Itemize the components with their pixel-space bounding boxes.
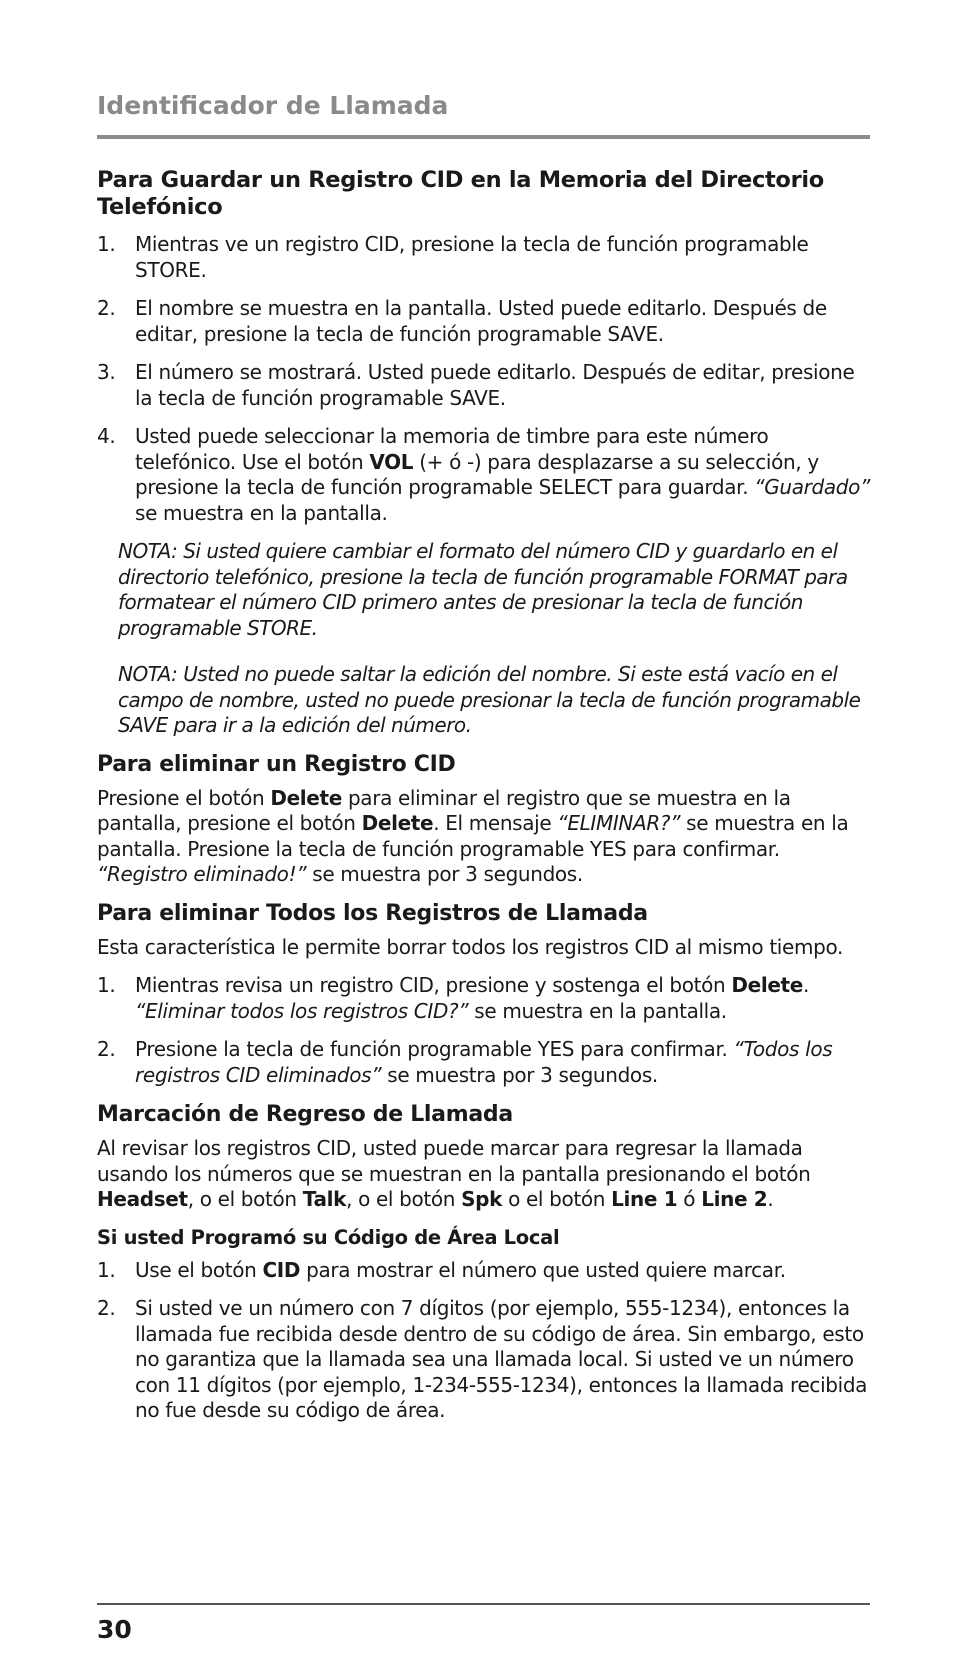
step-text: Usted puede seleccionar la memoria de timbre para este número telefónico. Use el botón VOL (+ ó -) para desplazarse a su selección, y presione la tecla de función programable SELECT para guardar. “Guardado” se muestra en la pantalla.	[135, 424, 870, 525]
step-text: Si usted ve un número con 7 dígitos (por ejemplo, 555-1234), entonces la llamada fue recibida desde dentro de su código de área. Sin embargo, esto no garantiza que la llamada sea una llamada local. Si usted ve un número con 11 dígitos (por ejemplo, 1-234-555-1234), entonces la llamada recibida no fue desde su código de área.	[135, 1296, 868, 1422]
delete-all-steps-list	[97, 973, 872, 1088]
step-number: 3.	[97, 360, 116, 384]
step-text: Presione la tecla de función programable YES para confirmar. “Todos los registros CID eliminados” se muestra por 3 segundos.	[135, 1037, 833, 1087]
step-text: Mientras ve un registro CID, presione la tecla de función programable STORE.	[135, 232, 809, 282]
step-number: 2.	[97, 1037, 116, 1061]
delete-all-intro: Esta característica le permite borrar todos los registros CID al mismo tiempo.	[97, 934, 843, 959]
section-heading-callback: Marcación de Regreso de Llamada	[97, 1102, 513, 1127]
callback-paragraph: Al revisar los registros CID, usted puede marcar para regresar la llamada usando los números que se muestran en la pantalla presionando el botón Headset, o el botón Talk, o el botón Spk o el botón Line 1 ó Line 2.	[97, 1136, 811, 1211]
area-code-steps-list	[97, 1258, 872, 1424]
list-item	[97, 232, 872, 283]
note-name-edit: NOTA: Usted no puede saltar la edición del nombre. Si este está vacío en el campo de nombre, usted no puede presionar la tecla de función programable SAVE para ir a la edición del número.	[118, 662, 861, 737]
step-number: 2.	[97, 296, 116, 320]
page-number: 30	[97, 1615, 132, 1644]
list-item	[97, 973, 872, 1024]
list-item	[97, 424, 872, 526]
list-item	[97, 1296, 872, 1424]
step-text: Use el botón CID para mostrar el número que usted quiere marcar.	[135, 1257, 786, 1282]
step-text: El número se mostrará. Usted puede editarlo. Después de editar, presione la tecla de función programable SAVE.	[135, 360, 855, 410]
note-format: NOTA: Si usted quiere cambiar el formato del número CID y guardarlo en el directorio telefónico, presione la tecla de función programable FORMAT para formatear el número CID primero antes de presionar la tecla de función programable STORE.	[118, 539, 848, 640]
list-item	[97, 1258, 872, 1284]
list-item	[97, 1037, 872, 1088]
subheading-local-area-code: Si usted Programó su Código de Área Local	[97, 1225, 560, 1249]
step-number: 4.	[97, 424, 116, 448]
section-heading-delete-cid: Para eliminar un Registro CID	[97, 751, 456, 777]
step-text: El nombre se muestra en la pantalla. Usted puede editarlo. Después de editar, presione la tecla de función programable SAVE.	[135, 296, 827, 346]
store-steps-list	[97, 232, 872, 526]
delete-cid-paragraph: Presione el botón Delete para eliminar el registro que se muestra en la pantalla, presione el botón Delete. El mensaje “ELIMINAR?” se muestra en la pantalla. Presione la tecla de función programable YES para confirmar. “Registro eliminado!” se muestra por 3 segundos.	[97, 785, 849, 886]
page-content	[97, 167, 872, 1437]
running-header: Identificador de Llamada	[97, 91, 449, 120]
section-heading-store-cid: Para Guardar un Registro CID en la Memoria del Directorio Telefónico	[97, 167, 824, 220]
step-number: 1.	[97, 232, 116, 256]
list-item	[97, 296, 872, 347]
step-number: 1.	[97, 973, 116, 997]
step-text: Mientras revisa un registro CID, presione y sostenga el botón Delete. “Eliminar todos los registros CID?” se muestra en la pantalla.	[135, 973, 810, 1023]
step-number: 1.	[97, 1257, 116, 1282]
list-item	[97, 360, 872, 411]
section-heading-delete-all: Para eliminar Todos los Registros de Llamada	[97, 900, 648, 926]
footer-rule	[97, 1603, 870, 1605]
header-rule	[97, 135, 870, 139]
step-number: 2.	[97, 1296, 116, 1320]
